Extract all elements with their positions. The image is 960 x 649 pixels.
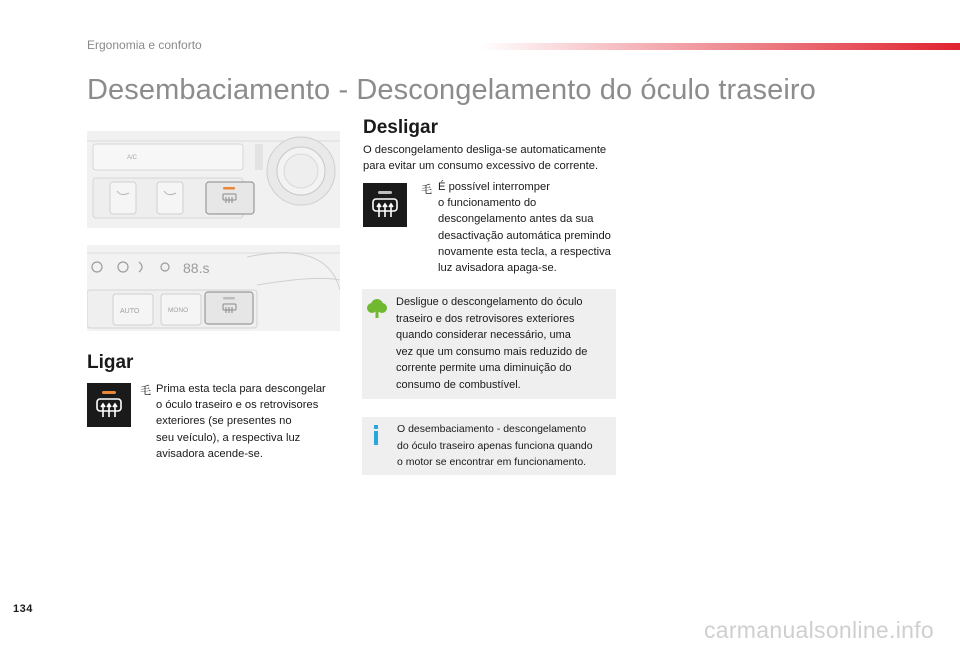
text-line: luz avisadora apaga-se. [438, 262, 557, 275]
ac-label: A/C [127, 155, 138, 161]
eco-tip-text [396, 294, 611, 393]
text-line: vez que um consumo mais reduzido de [396, 345, 588, 358]
control-panel-photo-2 [87, 245, 340, 331]
ligar-instructions [156, 381, 351, 462]
text-line: descongelamento antes da sua [438, 213, 594, 226]
text-line: Prima esta tecla para descongelar [156, 383, 326, 395]
info-note-box [362, 417, 616, 475]
text-line: consumo de combustível. [396, 378, 521, 391]
control-panel-illustration-1 [87, 131, 340, 228]
text-line: O descongelamento desliga-se automaticamente [363, 144, 607, 156]
control-panel-illustration-2 [87, 245, 340, 331]
desligar-instructions [438, 179, 623, 276]
display-readout: 88.s [183, 260, 210, 276]
auto-label: AUTO [120, 308, 140, 315]
desligar-heading: Desligar [363, 117, 438, 138]
rear-defrost-icon [95, 397, 123, 421]
eco-tip-box [362, 289, 616, 399]
text-line: traseiro e dos retrovisores exteriores [396, 312, 575, 325]
text-line: novamente esta tecla, a respectiva [438, 245, 611, 258]
info-icon [371, 425, 381, 445]
bullet-marker: ⽑ [140, 385, 151, 397]
section-title: Ergonomia e conforto [87, 38, 202, 52]
rear-defrost-icon [371, 197, 399, 221]
text-line: desactivação automática premindo [438, 229, 611, 242]
text-line: É possível interromper [438, 181, 550, 193]
text-line: do óculo traseiro apenas funciona quando [397, 439, 593, 452]
text-line: O desembaciamento - descongelamento [397, 423, 587, 435]
text-line: Desligue o descongelamento do óculo [396, 296, 583, 308]
desligar-intro [363, 142, 623, 174]
rear-defrost-button-icon-off [363, 183, 407, 227]
text-line: para evitar um consumo excessivo de corrente. [363, 160, 599, 173]
watermark: carmanualsonline.info [703, 617, 934, 643]
header-accent-line [480, 43, 960, 50]
info-note-text [397, 421, 615, 471]
text-line: o óculo traseiro e os retrovisores [156, 399, 319, 412]
text-line: corrente permite uma diminuição do [396, 362, 572, 374]
text-line: o funcionamento do [438, 197, 537, 210]
text-line: quando considerar necessário, uma [396, 329, 571, 341]
text-line: exteriores (se presentes no [156, 415, 292, 428]
mono-label: MONO [168, 307, 189, 314]
ligar-heading: Ligar [87, 352, 134, 373]
bullet-marker: ⽑ [421, 184, 432, 196]
page-number: 134 [13, 603, 33, 615]
text-line: seu veículo), a respectiva luz [156, 431, 301, 444]
indicator-led-on [102, 391, 116, 394]
text-line: o motor se encontrar em funcionamento. [397, 456, 587, 468]
tree-eco-icon [367, 297, 387, 319]
indicator-led-off [378, 191, 392, 194]
control-panel-photo-1 [87, 131, 340, 228]
text-line: avisadora acende-se. [156, 447, 263, 460]
rear-defrost-button-icon-on [87, 383, 131, 427]
page-title: Desembaciamento - Descongelamento do óculo traseiro [87, 74, 816, 106]
